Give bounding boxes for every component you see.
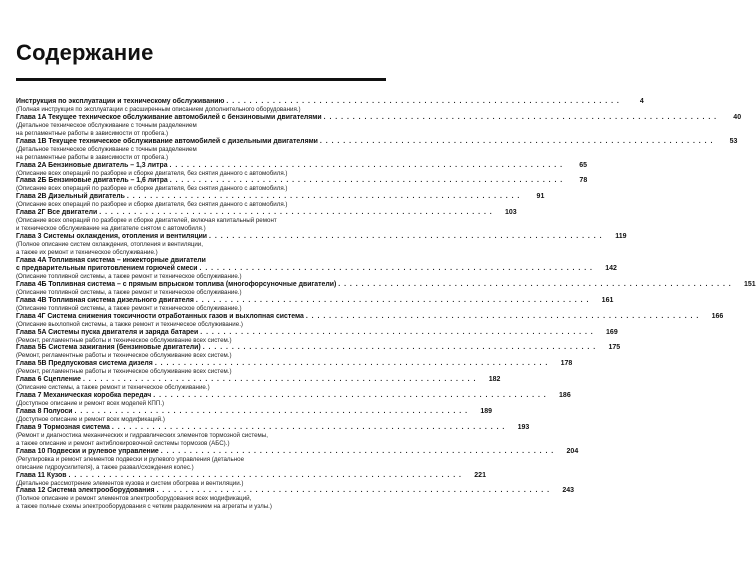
- toc-entry: [16, 376, 501, 392]
- toc-entry-title: Глава 5B Предпусковая система дизеля: [16, 360, 153, 368]
- toc-entry-row[interactable]: [16, 376, 501, 384]
- toc-entry-description: (Описание системы, а также ремонт и техническое обслуживание.): [16, 384, 210, 392]
- toc-entry-row[interactable]: [16, 264, 617, 273]
- toc-page-number: 65: [579, 161, 587, 169]
- toc-leader-dots: . . . . . . . . . . . . . . . . . . . . . . . . . . . . . . . . . . . . . . . . . . . . . . . . . . . . . . . . . . . . . . . . . . . .: [202, 344, 597, 352]
- toc-entry-description: (Детальное рассмотрение элементов кузова и систем обогрева и вентиляции.): [16, 479, 244, 487]
- toc-entry: [16, 280, 756, 297]
- toc-leader-dots: . . . . . . . . . . . . . . . . . . . . . . . . . . . . . . . . . . . . . . . . . . . . . . . . . . . . . . . . . . . . . . . . . . . .: [160, 447, 555, 455]
- toc-entry-description: (Регулировка и ремонт элементов подвески и рулевого управления (детальное: [16, 455, 245, 463]
- toc-page-number: 204: [566, 447, 579, 455]
- toc-entry-row[interactable]: [16, 209, 517, 217]
- toc-entry: [16, 408, 492, 424]
- toc-entry-row[interactable]: [16, 113, 742, 122]
- toc-entry-title: Глава 10 Подвески и рулевое управление: [16, 447, 159, 455]
- toc-page-number: 221: [474, 471, 486, 479]
- toc-entry-description: (Полное описание систем охлаждения, отопления и вентиляции,: [16, 241, 203, 249]
- toc-entry-description: (Описание всех операций по разборке и сборке двигателя, без снятия данного с автомобиля.): [16, 169, 288, 177]
- toc-entry: [16, 296, 614, 313]
- toc-entry-row[interactable]: [16, 344, 621, 352]
- toc-page-number: 186: [559, 392, 571, 400]
- toc-page-number: 189: [480, 408, 492, 416]
- toc-leader-dots: . . . . . . . . . . . . . . . . . . . . . . . . . . . . . . . . . . . . . . . . . . . . . . . . . . . . . . . . . . . . . . . . . . . .: [126, 193, 521, 201]
- toc-entry-description: (Ремонт, регламентные работы и техническое обслуживание всех систем.): [16, 368, 232, 376]
- toc-entry-title: Глава 2Г Все двигатели: [16, 209, 98, 217]
- toc-entry: [16, 161, 587, 178]
- toc-entry-description: (Описание топливной системы, а также ремонт и техническое обслуживание.): [16, 288, 242, 296]
- toc-entry-title: Глава 6 Сцепление: [16, 376, 81, 384]
- toc-leader-dots: . . . . . . . . . . . . . . . . . . . . . . . . . . . . . . . . . . . . . . . . . . . . . . . . . . . . . . . . . . . . . . . . . . . .: [111, 423, 506, 431]
- toc-page-number: 161: [601, 296, 614, 304]
- toc-page-number: 151: [744, 280, 756, 288]
- toc-entry-row[interactable]: [16, 257, 386, 265]
- toc-leader-dots: . . . . . . . . . . . . . . . . . . . . . . . . . . . . . . . . . . . . . . . . . . . . . . . . . . . . . . . . . . . . . . . . . . . .: [169, 177, 564, 185]
- toc-entry: [16, 471, 486, 488]
- toc-page-number: 40: [733, 113, 742, 121]
- toc-entry-row[interactable]: [16, 312, 724, 321]
- toc-entry-description: (Полная инструкция по эксплуатации с расширенным описанием дополнительного оборудования.): [16, 106, 301, 113]
- toc-entry-row[interactable]: [16, 360, 573, 368]
- toc-leader-dots: . . . . . . . . . . . . . . . . . . . . . . . . . . . . . . . . . . . . . . . . . . . . . . . . . . . . . . . . . . . . . . . . . . . .: [209, 233, 603, 241]
- toc-entry-description: а также их ремонт и техническое обслуживание.): [16, 248, 158, 256]
- toc-entry-description: на регламентные работы в зависимости от пробега.): [16, 129, 169, 137]
- toc-entry-title: Глава 2Б Бензиновые двигатель – 1,6 литра: [16, 177, 168, 185]
- toc-entry-description: а также описание и ремонт антиблокировочной системы тормозов (АБС).): [16, 439, 230, 447]
- toc-entry-title: Глава 4В Топливная система дизельного двигателя: [16, 296, 194, 304]
- toc-entry: [16, 344, 621, 360]
- toc-leader-dots: . . . . . . . . . . . . . . . . . . . . . . . . . . . . . . . . . . . . . . . . . . . . . . . . . . . . . . . . . . . . . . . . . . . .: [323, 113, 718, 121]
- toc-entry-title: Глава 5Б Система зажигания (бензиновые двигатели): [16, 344, 201, 352]
- toc-entry-description: (Описание всех операций по разборке и сборке двигателей, включая капитальный ремонт: [16, 217, 277, 225]
- toc-entry-description: (Доступное описание и ремонт всех модификаций.): [16, 416, 165, 424]
- toc-entry-row[interactable]: [16, 280, 756, 289]
- toc-page-number: 243: [562, 487, 575, 495]
- toc-page-number: 193: [517, 423, 530, 431]
- toc-page-number: 4: [639, 98, 644, 105]
- toc-page-number: 91: [536, 193, 545, 201]
- toc-entry-description: (Ремонт и диагностика механических и гидравлических элементов тормозной системы,: [16, 431, 268, 439]
- toc-entry-row[interactable]: [16, 423, 530, 432]
- toc-page-number: 142: [605, 264, 617, 272]
- toc-entry-title: Глава 9 Тормозная система: [16, 423, 110, 431]
- toc-entry-title: Инструкция по эксплуатации и техническому обслуживанию: [16, 98, 225, 105]
- toc-leader-dots: . . . . . . . . . . . . . . . . . . . . . . . . . . . . . . . . . . . . . . . . . . . . . . . . . . . . . . . . . . . . . . . . . . . .: [338, 280, 732, 288]
- toc-entry-title: Глава 4A Топливная система – инжекторные двигатели: [16, 256, 206, 264]
- toc-entry-row[interactable]: [16, 408, 492, 416]
- toc-leader-dots: . . . . . . . . . . . . . . . . . . . . . . . . . . . . . . . . . . . . . . . . . . . . . . . . . . . . . . . . . . . . . . . . . . . .: [305, 312, 700, 320]
- toc-entry-row[interactable]: [16, 177, 588, 185]
- toc-entry-description: а также полные схемы электрооборудования с четким разделением на агрегаты и узлы.): [16, 503, 272, 511]
- title-underline: [16, 78, 386, 81]
- toc-leader-dots: . . . . . . . . . . . . . . . . . . . . . . . . . . . . . . . . . . . . . . . . . . . . . . . . . . . . . . . . . . . . . . . . . . . .: [82, 376, 477, 384]
- toc-leader-dots: . . . . . . . . . . . . . . . . . . . . . . . . . . . . . . . . . . . . . . . . . . . . . . . . . . . . . . . . . . . . . . . . . . . .: [68, 471, 462, 479]
- toc-entry-title: Глава 4Б Топливная система – с прямым впрыском топлива (многофорсуночные двигатели): [16, 280, 337, 288]
- toc-entry-title: Глава 2B Дизельный двигатель: [16, 193, 125, 201]
- toc-leader-dots: . . . . . . . . . . . . . . . . . . . . . . . . . . . . . . . . . . . . . . . . . . . . . . . . . . . . . . . . . . . . . . . . . . . .: [195, 296, 590, 304]
- toc-entry-description: (Ремонт, регламентные работы и техническое обслуживание всех систем.): [16, 336, 232, 344]
- toc-page-number: 175: [608, 344, 621, 352]
- toc-page-number: 78: [579, 177, 588, 185]
- toc-leader-dots: . . . . . . . . . . . . . . . . . . . . . . . . . . . . . . . . . . . . . . . . . . . . . . . . . . . . . . . . . . . . . . . . . . . .: [199, 264, 593, 272]
- toc-entry-description: на регламентные работы в зависимости от пробега.): [16, 153, 169, 161]
- toc-entry-title: Глава 1B Текущее техническое обслуживание автомобилей с дизельными двигателями: [16, 137, 318, 145]
- toc-entry: [16, 209, 517, 233]
- toc-entry-title: Глава 5A Системы пуска двигателя и заряда батареи: [16, 328, 199, 336]
- toc-entry-row[interactable]: [16, 328, 618, 337]
- toc-entry-title: Глава 8 Полуоси: [16, 408, 73, 416]
- toc-leader-dots: . . . . . . . . . . . . . . . . . . . . . . . . . . . . . . . . . . . . . . . . . . . . . . . . . . . . . . . . . . . . . . . . . . . .: [99, 209, 493, 217]
- table-of-contents: [16, 98, 756, 511]
- toc-entry-title: Глава 7 Механическая коробка передач: [16, 392, 152, 400]
- toc-entry-row[interactable]: [16, 98, 644, 106]
- toc-entry-description: (Описание всех операций по разборке и сборке двигателя, без снятия данного с автомобиля.): [16, 201, 288, 209]
- toc-entry-row[interactable]: [16, 392, 571, 400]
- toc-leader-dots: . . . . . . . . . . . . . . . . . . . . . . . . . . . . . . . . . . . . . . . . . . . . . . . . . . . . . . . . . . . . . . . . . . . .: [153, 392, 547, 400]
- toc-entry: [16, 360, 573, 376]
- toc-entry-title: Глава 2A Бензиновые двигатель – 1,3 литра: [16, 161, 168, 169]
- toc-leader-dots: . . . . . . . . . . . . . . . . . . . . . . . . . . . . . . . . . . . . . . . . . . . . . . . . . . . . . . . . . . . . . . . . . . . .: [319, 137, 714, 145]
- toc-entry-row[interactable]: [16, 487, 575, 495]
- toc-leader-dots: . . . . . . . . . . . . . . . . . . . . . . . . . . . . . . . . . . . . . . . . . . . . . . . . . . . . . . . . . . . . . . . . . . . .: [74, 408, 468, 416]
- page-title: Содержание: [16, 40, 154, 65]
- toc-entry: [16, 233, 627, 257]
- toc-entry: [16, 193, 545, 209]
- toc-page-number: 182: [488, 376, 501, 384]
- toc-leader-dots: . . . . . . . . . . . . . . . . . . . . . . . . . . . . . . . . . . . . . . . . . . . . . . . . . . . . . . . . . . . . . . . . . . . .: [169, 161, 563, 169]
- toc-entry-title: с предварительным приготовлением горючей смеси: [16, 264, 198, 272]
- toc-entry-description: (Детальное техническое обслуживание с точным разделением: [16, 121, 197, 129]
- toc-entry-row[interactable]: [16, 471, 486, 480]
- toc-entry-row[interactable]: [16, 161, 587, 170]
- toc-page-number: 53: [729, 137, 738, 145]
- toc-entry: [16, 113, 742, 138]
- toc-entry-description: и техническое обслуживание на двигателе снятом с автомобиля.): [16, 225, 206, 233]
- toc-entry: [16, 447, 579, 472]
- toc-leader-dots: . . . . . . . . . . . . . . . . . . . . . . . . . . . . . . . . . . . . . . . . . . . . . . . . . . . . . . . . . . . . . . . . . . . .: [226, 98, 620, 105]
- toc-entry-title: Глава 4Г Система снижения токсичности отработанных газов и выхлопная система: [16, 312, 304, 320]
- toc-entry: [16, 423, 530, 448]
- toc-entry-row[interactable]: [16, 447, 579, 456]
- toc-entry: [16, 312, 724, 329]
- toc-entry-description: (Описание всех операций по разборке и сборке двигателя, без снятия данного с автомобиля.): [16, 185, 288, 193]
- toc-entry-description: (Описание топливной системы, а также ремонт и техническое обслуживание.): [16, 304, 242, 312]
- toc-leader-dots: . . . . . . . . . . . . . . . . . . . . . . . . . . . . . . . . . . . . . . . . . . . . . . . . . . . . . . . . . . . . . . . . . . . .: [156, 487, 551, 495]
- toc-entry-title: Глава 11 Кузов: [16, 471, 67, 479]
- toc-entry: [16, 328, 618, 345]
- toc-entry-title: Глава 3 Системы охлаждения, отопления и вентиляции: [16, 233, 208, 241]
- toc-entry-row[interactable]: [16, 233, 627, 241]
- toc-entry-description: (Полное описание и ремонт элементов электрооборудования всех модификаций,: [16, 495, 252, 503]
- toc-entry-description: (Ремонт, регламентные работы и техническое обслуживание всех систем.): [16, 352, 232, 360]
- toc-page-number: 166: [711, 312, 724, 320]
- toc-entry-row[interactable]: [16, 137, 738, 146]
- toc-entry-title: Глава 12 Система электрооборудования: [16, 487, 155, 495]
- toc-entry: [16, 392, 571, 408]
- toc-entry: [16, 177, 588, 193]
- toc-page-number: 103: [505, 209, 517, 217]
- toc-entry-description: (Описание выхлопной системы, а также ремонт и техническое обслуживание.): [16, 320, 243, 328]
- toc-page-number: 119: [615, 233, 627, 241]
- toc-page-number: 178: [560, 360, 573, 368]
- toc-entry: [16, 98, 644, 114]
- toc-entry-description: (Детальное техническое обслуживание с точным разделением: [16, 145, 197, 153]
- toc-entry-description: описание гидроусилителя), а также развал/схождения колес.): [16, 463, 194, 471]
- toc-entry-description: (Описание топливной системы, а также ремонт и техническое обслуживание.): [16, 272, 242, 280]
- toc-entry-row[interactable]: [16, 193, 545, 201]
- toc-entry-row[interactable]: [16, 296, 614, 305]
- toc-entry: [16, 257, 386, 265]
- toc-entry-title: Глава 1A Текущее техническое обслуживание автомобилей с бензиновыми двигателями: [16, 113, 322, 121]
- toc-entry: [16, 264, 617, 281]
- toc-entry-description: (Доступное описание и ремонт всех моделей КПП.): [16, 400, 165, 408]
- toc-page-number: 169: [606, 328, 618, 336]
- toc-leader-dots: . . . . . . . . . . . . . . . . . . . . . . . . . . . . . . . . . . . . . . . . . . . . . . . . . . . . . . . . . . . . . . . . . . . .: [200, 328, 594, 336]
- toc-entry: [16, 137, 738, 162]
- toc-entry: [16, 487, 575, 511]
- toc-leader-dots: . . . . . . . . . . . . . . . . . . . . . . . . . . . . . . . . . . . . . . . . . . . . . . . . . . . . . . . . . . . . . . . . . . . .: [154, 360, 549, 368]
